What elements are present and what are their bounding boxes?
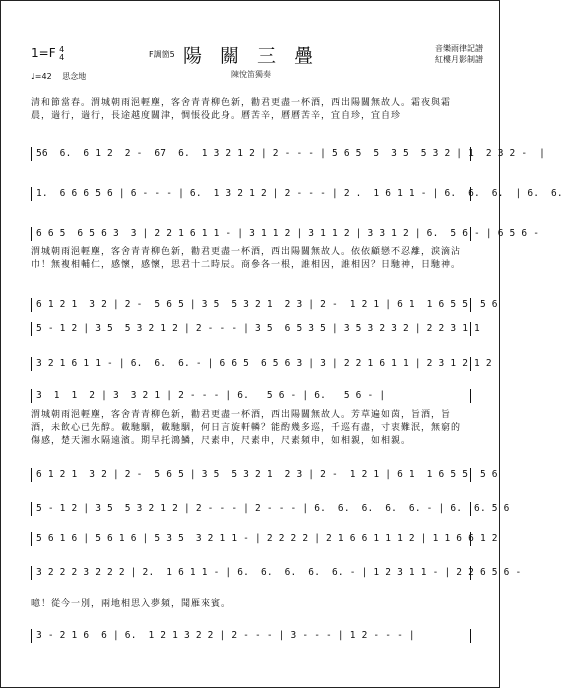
credit-line-2: 紅樓月影制譜	[435, 55, 483, 64]
key-label: 1=F	[31, 46, 56, 60]
time-top: 4	[59, 45, 65, 54]
notation-line: 56 6. 6 1 2 2 - 67 6. 1 3 2 1 2 | 2 - - - | 5 6 5 5 3 5 5 3 2 | 1 2 3 2 - |	[31, 146, 471, 162]
expression-mark: 思念地	[62, 72, 87, 81]
notation-line: 3 2 2 2 3 2 2 2 | 2. 1 6 1 1 - | 6. 6. 6. 6. 6. - | 1 2 3 1 1 - | 2 2 6 5 6 -	[31, 565, 471, 581]
lyric-verse-3: 渭城朝雨浥輕塵，客舍青青柳色新，勸君更盡一杯酒，西出陽關無故人。芳草遍如茵，旨酒，旨酒，未飲心已先醇。載馳駰，載馳駰，何日言旋軒轔？能酌幾多巡，千巡有盡，寸衷難泯，無窮的傷感，楚天湘水隔遠濱。期早托鴻鱗，尺素申，尺素申，尺素頻申，如相親，如相親。	[31, 410, 462, 446]
lyric-verse-2: 渭城朝雨浥輕塵，客舍青青柳色新，勸君更盡一杯酒，西出陽關無故人。依依顧戀不忍離，淚滴沾巾！無複相輔仁，感懷，感懷，思君十二時辰。商參各一根，誰相因，誰相因？日馳神，日馳神。	[31, 247, 462, 270]
notation-line: 5 - 1 2 | 3 5 5 3 2 1 2 | 2 - - - | 2 - - - | 6. 6. 6. 6. 6. - | 6. 6. 5 6	[31, 501, 471, 517]
notation-line: 3 - 2 1 6 6 | 6. 1 2 1 3 2 2 | 2 - - - | 3 - - - | 1 2 - - - |	[31, 628, 471, 644]
performer-credit: 陳悅笛獨奏	[231, 70, 271, 79]
notation-line: 1. 6 6 6 5 6 | 6 - - - | 6. 1 3 2 1 2 | 2 - - - | 2 . 1 6 1 1 - | 6. 6. 6. | 6. 6.	[31, 186, 471, 202]
lyric-verse-4: 噫！從今一別，兩地相思入夢頻，聞雁來賓。	[31, 599, 232, 609]
notation-line: 6 1 2 1 3 2 | 2 - 5 6 5 | 3 5 5 3 2 1 2 3 | 2 - 1 2 1 | 6 1 1 6 5 5 5 6	[31, 297, 471, 313]
notation-line: 6 6 5 6 5 6 3 3 | 2 2 1 6 1 1 - | 3 1 1 2 | 3 1 1 2 | 3 3 1 2 | 6. 5 6 - | 6 5 6 -	[31, 226, 471, 242]
time-bottom: 4	[59, 53, 65, 62]
notation-line: 5 6 1 6 | 5 6 1 6 | 5 3 5 3 2 1 1 - | 2 2 2 2 | 2 1 6 6 1 1 1 2 | 1 1 6 6 1 2	[31, 531, 471, 547]
transcription-credits	[435, 43, 483, 65]
credit-line-1: 音樂雨律記譜	[435, 44, 483, 53]
page-title: 陽 關 三 疊	[182, 45, 320, 67]
tempo-value: ♩=42	[31, 72, 52, 81]
notation-line: 5 - 1 2 | 3 5 5 3 2 1 2 | 2 - - - | 3 5 6 5 3 5 | 3 5 3 2 3 2 | 2 2 3 1 1	[31, 321, 471, 337]
notation-line: 3 2 1 6 1 1 - | 6. 6. 6. - | 6 6 5 6 5 6 3 | 3 | 2 2 1 6 1 1 | 2 3 1 2 1 2	[31, 356, 471, 372]
notation-line: 3 1 1 2 | 3 3 2 1 | 2 - - - | 6. 5 6 - | 6. 5 6 - |	[31, 388, 471, 404]
lyric-verse-1: 清和節當春。渭城朝雨浥輕塵，客舍青青柳色新，勸君更盡一杯酒，西出陽關無故人。霜夜與霜晨，遄行，遄行，長途越度關津，惆悵役此身。曆苦辛，曆曆苦辛，宜自珍，宜自珍	[31, 98, 452, 121]
notation-line: 6 1 2 1 3 2 | 2 - 5 6 5 | 3 5 5 3 2 1 2 3 | 2 - 1 2 1 | 6 1 1 6 5 5 5 6	[31, 467, 471, 483]
mode-label: F調箇5	[149, 50, 175, 59]
